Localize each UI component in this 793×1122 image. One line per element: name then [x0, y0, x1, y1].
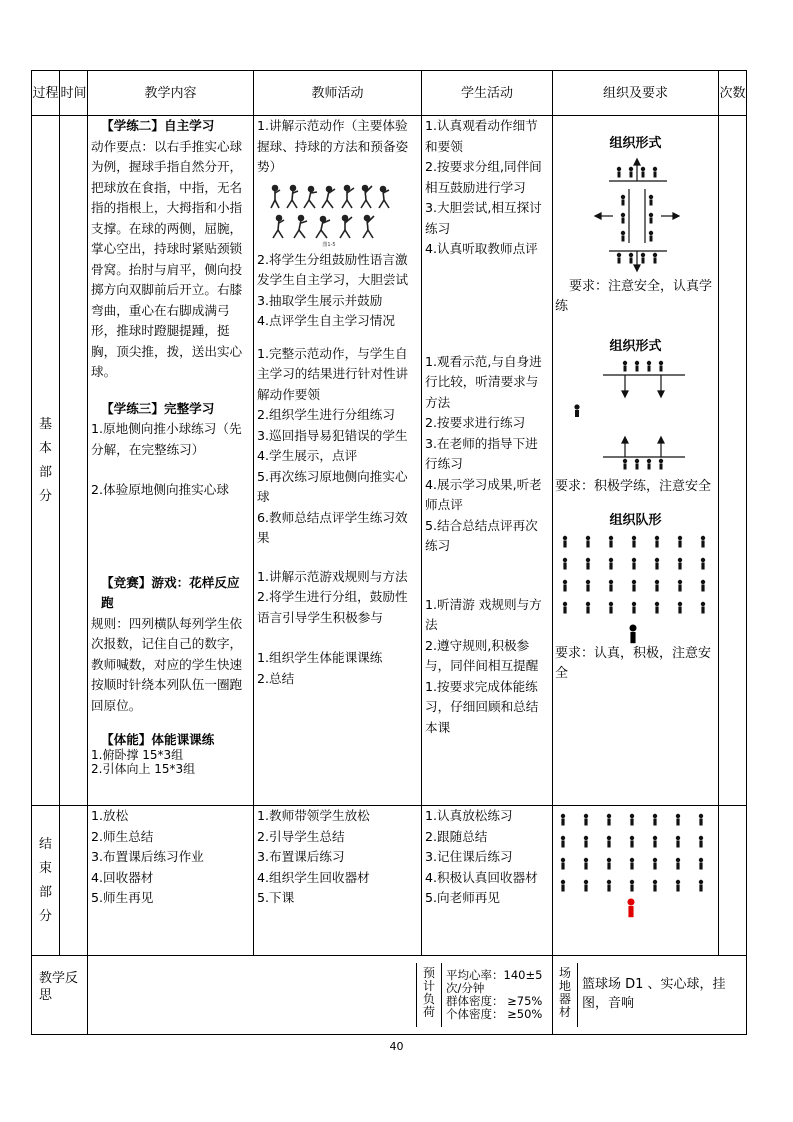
teacher-t14: 2.总结: [257, 670, 295, 686]
throw-demo-figure: [265, 180, 418, 248]
student-icon: [584, 814, 588, 826]
end-student-3: 4.积极认真回收器材: [425, 869, 538, 885]
org-requirement-1: 要求：注意安全，认真学练: [555, 278, 713, 314]
end-teacher-cell: [254, 806, 422, 956]
student-s5: 1.观看示范,与自身进行比较，听清要求与方法: [425, 353, 542, 410]
table-header-row: [32, 71, 747, 116]
end-time-cell: [60, 806, 88, 956]
student-icon: [701, 601, 705, 613]
end-teacher-3: 4.组织学生回收器材: [257, 869, 370, 885]
student-icon: [630, 880, 634, 892]
student-icon: [701, 579, 705, 591]
student-icon: [653, 836, 657, 848]
student-icon: [586, 557, 590, 569]
student-s1: 1.认真观看动作细节和要领: [425, 118, 538, 154]
group-density: 群体密度： ≥75%: [446, 994, 543, 1008]
student-icon: [607, 858, 611, 870]
header-process: 过程: [32, 71, 60, 116]
compete-body: 规则：四列横队每列学生依次报数，记住自己的数字，教师喊数，对应的学生快速按顺时针绕本列队伍一圈跑回原位。: [91, 615, 243, 713]
student-s6: 2.按要求进行练习: [425, 415, 526, 430]
fitness-title: 【体能】体能课课练: [101, 732, 215, 747]
student-icon: [561, 836, 565, 848]
header-time: 时间: [60, 71, 88, 116]
teacher-t2: 2.将学生分组鼓励性语言激发学生自主学习，大胆尝试: [257, 251, 409, 287]
header-times: 次数: [719, 71, 747, 116]
end-student-4: 5.向老师再见: [425, 890, 500, 905]
student-icon: [699, 880, 703, 892]
end-organization-cell: [553, 806, 719, 956]
student-icon: [609, 535, 613, 547]
student-icon: [701, 557, 705, 569]
end-part-label: [32, 806, 60, 956]
student-icon: [607, 814, 611, 826]
header-organization: 组织及要求: [553, 71, 719, 116]
page-number: 40: [389, 1040, 404, 1053]
student-icon: [584, 858, 588, 870]
end-content-2: 3.布置课后练习作业: [91, 849, 204, 864]
student-icon: [607, 880, 611, 892]
teacher-t11: 1.讲解示范游戏规则与方法: [257, 568, 408, 584]
teacher-t5: 1.完整示范动作，与学生自主学习的结果进行针对性讲解动作要领: [257, 345, 409, 402]
student-s2: 2.按要求分组,同伴间相互鼓励进行学习: [425, 159, 542, 195]
venue-cell: [553, 956, 747, 1035]
student-icon: [701, 535, 705, 547]
reflection-blank: [88, 963, 416, 1027]
end-student-cell: [422, 806, 553, 956]
reflection-body-cell: [88, 956, 553, 1035]
heart-rate: 平均心率：140±5 次/分钟: [446, 968, 543, 995]
student-icon: [678, 535, 682, 547]
student-icon: [676, 858, 680, 870]
student-icon: [584, 836, 588, 848]
end-student-0: 1.认真放松练习: [425, 808, 513, 823]
teacher-t13: 1.组织学生体能课课练: [257, 650, 383, 665]
student-icon: [609, 579, 613, 591]
student-icon: [699, 814, 703, 826]
end-times-cell: [719, 806, 747, 956]
header-student: 学生活动: [422, 71, 553, 116]
basic-part-label-text: 基本部分: [38, 416, 52, 504]
predict-load-label-box: [416, 963, 441, 1027]
end-content-4: 5.师生再见: [91, 890, 154, 905]
end-teacher-0: 1.教师带领学生放松: [257, 808, 370, 823]
student-icon: [676, 880, 680, 892]
org-title-3: 组织队形: [609, 513, 662, 528]
teacher-t4: 4.点评学生自主学习情况: [257, 313, 395, 328]
student-icon: [655, 579, 659, 591]
formation-diagram-2: [563, 357, 716, 477]
end-part-label-text: 结束部分: [38, 836, 52, 924]
org-requirement-3: 要求：认真，积极，注意安全: [555, 645, 712, 681]
venue-value: 篮球场 D1 、实心球，挂图，音响: [582, 977, 726, 1011]
individual-density: 个体密度： ≥50%: [446, 1007, 543, 1021]
facing-lines-formation: [563, 357, 713, 477]
student-icon: [632, 535, 636, 547]
student-s10: 1.听清游 戏规则与方法: [425, 596, 542, 632]
basic-teacher-cell: [254, 116, 422, 806]
student-icon: [586, 601, 590, 613]
student-icon: [609, 557, 613, 569]
basic-student-cell: [422, 116, 553, 806]
student-icon: [586, 579, 590, 591]
end-teacher-4: 5.下课: [257, 890, 295, 905]
student-icon: [655, 601, 659, 613]
venue-label-box: [553, 963, 578, 1027]
student-icon: [630, 836, 634, 848]
basic-part-label: [32, 116, 60, 806]
student-icon: [699, 836, 703, 848]
student-icon: [699, 858, 703, 870]
student-icon: [676, 814, 680, 826]
student-icon: [561, 814, 565, 826]
teacher-t10: 6.教师总结点评学生练习效果: [257, 509, 408, 545]
teacher-t3: 3.抽取学生展示并鼓励: [257, 292, 383, 308]
student-icon: [678, 579, 682, 591]
student-s12: 1.按要求完成体能练习，仔细回顾和总结本课: [425, 678, 539, 735]
header-teacher: 教师活动: [254, 71, 422, 116]
reflection-label: 教学反思: [39, 971, 79, 1003]
student-icon: [563, 601, 567, 613]
end-teacher-1: 2.引导学生总结: [257, 828, 345, 844]
end-content-1: 2.师生总结: [91, 828, 154, 844]
teacher-t7: 3.巡回指导易犯错误的学生: [257, 427, 408, 443]
student-icon: [607, 836, 611, 848]
org-requirement-2: 要求：积极学练，注意安全: [555, 479, 712, 494]
student-icon: [632, 579, 636, 591]
load-values: [441, 963, 552, 1027]
formation-diagram-3: [555, 532, 716, 644]
practice3-title: 【学练三】完整学习: [101, 400, 215, 416]
student-icon: [655, 557, 659, 569]
student-icon: [561, 858, 565, 870]
figure-caption: 图1-5: [322, 241, 336, 248]
student-icon: [563, 557, 567, 569]
teacher-t8: 4.学生展示，点评: [257, 448, 358, 463]
student-icon: [678, 601, 682, 613]
student-icon: [676, 836, 680, 848]
venue-label: 场地器材: [559, 966, 572, 1019]
practice3-item1: 1.原地侧向推小球练习（先分解，在完整练习）: [91, 421, 242, 457]
basic-times-cell: [719, 116, 747, 806]
basic-time-cell: [60, 116, 88, 806]
student-icon: [653, 814, 657, 826]
compete-title: 【竞赛】游戏：花样反应跑: [101, 574, 240, 610]
student-icon: [561, 880, 565, 892]
student-s7: 3.在老师的指导下进行练习: [425, 435, 538, 471]
student-s4: 4.认真听取教师点评: [425, 241, 538, 256]
student-s3: 3.大胆尝试,相互探讨练习: [425, 200, 542, 236]
end-formation-diagram: [553, 806, 713, 924]
four-rank-formation: [555, 532, 715, 644]
student-icon: [632, 601, 636, 613]
student-icon: [678, 557, 682, 569]
end-content-3: 4.回收器材: [91, 869, 154, 885]
end-content-0: 1.放松: [91, 808, 129, 823]
teacher-t1: 1.讲解示范动作（主要体验握球、持球的方法和预备姿势）: [257, 118, 409, 174]
header-content: 教学内容: [88, 71, 254, 116]
student-icon: [655, 535, 659, 547]
lesson-plan-table: [31, 70, 747, 1035]
teacher-t6: 2.组织学生进行分组练习: [257, 407, 395, 422]
student-icon: [586, 535, 590, 547]
four-direction-formation: [563, 155, 713, 273]
practice2-title: 【学练二】自主学习: [101, 118, 215, 133]
student-s9: 5.结合总结点评再次练习: [425, 517, 538, 553]
basic-part-row: [32, 116, 747, 806]
formation-diagram-1: [563, 155, 716, 273]
student-s8: 4.展示学习成果,听老师点评: [425, 476, 542, 512]
shot-put-sequence-illustration: [265, 180, 393, 248]
reflection-row: [32, 956, 747, 1035]
student-icon: [563, 579, 567, 591]
end-student-2: 3.记住课后练习: [425, 849, 513, 864]
end-part-row: [32, 806, 747, 956]
student-icon: [630, 814, 634, 826]
student-icon: [653, 858, 657, 870]
practice3-item2: 2.体验原地侧向推实心球: [91, 482, 229, 497]
teacher-t9: 5.再次练习原地侧向推实心球: [257, 468, 408, 504]
predict-load-label: 预计负荷: [423, 966, 436, 1019]
end-teacher-2: 3.布置课后练习: [257, 849, 345, 864]
student-icon: [632, 557, 636, 569]
student-icon: [563, 535, 567, 547]
teacher-icon-red: [627, 898, 634, 917]
student-s11: 2.遵守规则,积极参与，同伴间相互提醒: [425, 637, 539, 673]
end-content-cell: [88, 806, 254, 956]
end-student-1: 2.跟随总结: [425, 828, 488, 844]
fitness-item1: 1.俯卧撑 15*3组: [91, 748, 184, 762]
student-icon: [653, 880, 657, 892]
basic-organization-cell: [553, 116, 719, 806]
reflection-label-cell: [32, 956, 88, 1035]
teacher-t12: 2.将学生进行分组，鼓励性语言引导学生积极参与: [257, 589, 408, 625]
teacher-icon: [629, 624, 636, 643]
practice2-body: 动作要点：以右手推实心球为例，握球手指自然分开，把球放在食指，中指，无名指的指根上，大拇指和小指支撑。在球的两侧，屈腕，掌心空出，持球时紧贴颈锁骨窝。抬肘与肩平，侧向投掷方向双脚前后开立。右膝弯曲，重心在右脚成满弓形，推球时蹬腿提踵，挺胸，顶尖推，拨，送出实心球。: [91, 138, 243, 379]
student-icon: [630, 858, 634, 870]
basic-content-cell: [88, 116, 254, 806]
student-icon: [609, 601, 613, 613]
org-title-1: 组织形式: [609, 136, 662, 151]
org-title-2: 组织形式: [609, 338, 662, 354]
fitness-item2: 2.引体向上 15*3组: [91, 762, 196, 776]
student-icon: [584, 880, 588, 892]
